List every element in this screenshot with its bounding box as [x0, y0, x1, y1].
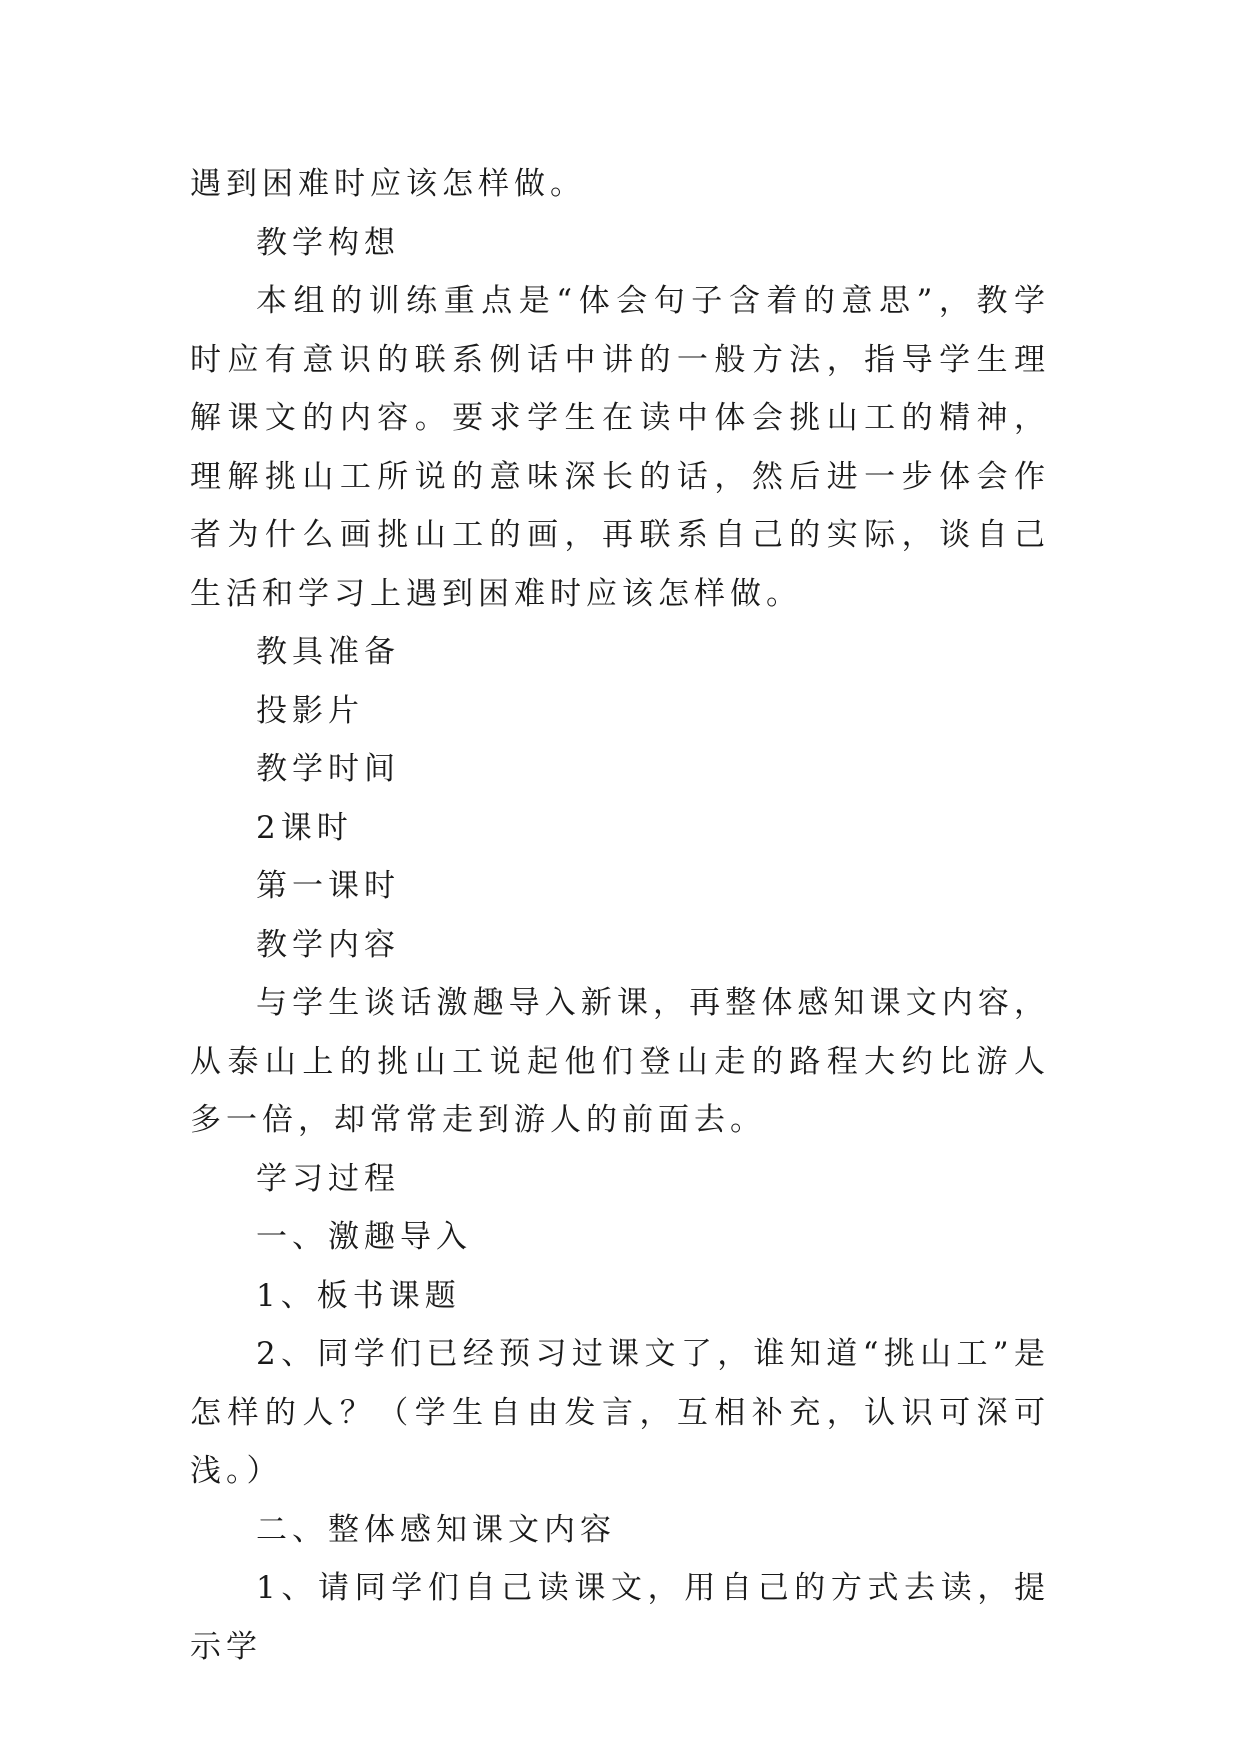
heading-teaching-concept: 教学构想 — [256, 224, 400, 261]
paragraph-teaching-time: 2课时 — [256, 809, 353, 846]
heading-first-lesson: 第一课时 — [256, 868, 400, 904]
document-body — [190, 155, 1050, 1676]
paragraph-teaching-concept: 本组的训练重点是“体会句子含着的意思”，教学时应有意识的联系例话中讲的一般方法，指导学生理解课文的内容。要求学生在读中体会挑山工的精神，理解挑山工所说的意味深长的话，然后进一步体会作者为什么画挑山工的画，再联系自己的实际，谈自己生活和学习上遇到困难时应该怎样做。 — [190, 283, 1050, 612]
list-item: 1、板书课题 — [256, 1277, 461, 1314]
heading-teaching-content: 教学内容 — [256, 926, 400, 963]
paragraph-continuation: 遇到困难时应该怎样做。 — [190, 166, 586, 202]
heading-learning-process: 学习过程 — [256, 1160, 400, 1197]
list-item: 1、请同学们自己读课文，用自己的方式去读，提示学 — [190, 1570, 1050, 1665]
heading-teaching-time: 教学时间 — [256, 751, 400, 787]
paragraph-teaching-content: 与学生谈话激趣导入新课，再整体感知课文内容，从泰山上的挑山工说起他们登山走的路程大约比游人多一倍，却常常走到游人的前面去。 — [190, 985, 1050, 1138]
section-heading-intro: 一、激趣导入 — [256, 1219, 472, 1255]
paragraph-teaching-aids: 投影片 — [256, 692, 364, 729]
section-heading-overview: 二、整体感知课文内容 — [256, 1511, 616, 1548]
list-item: 2、同学们已经预习过课文了，谁知道“挑山工”是怎样的人？（学生自由发言，互相补充，认识可深可浅。） — [190, 1336, 1050, 1489]
heading-teaching-aids: 教具准备 — [256, 634, 400, 670]
